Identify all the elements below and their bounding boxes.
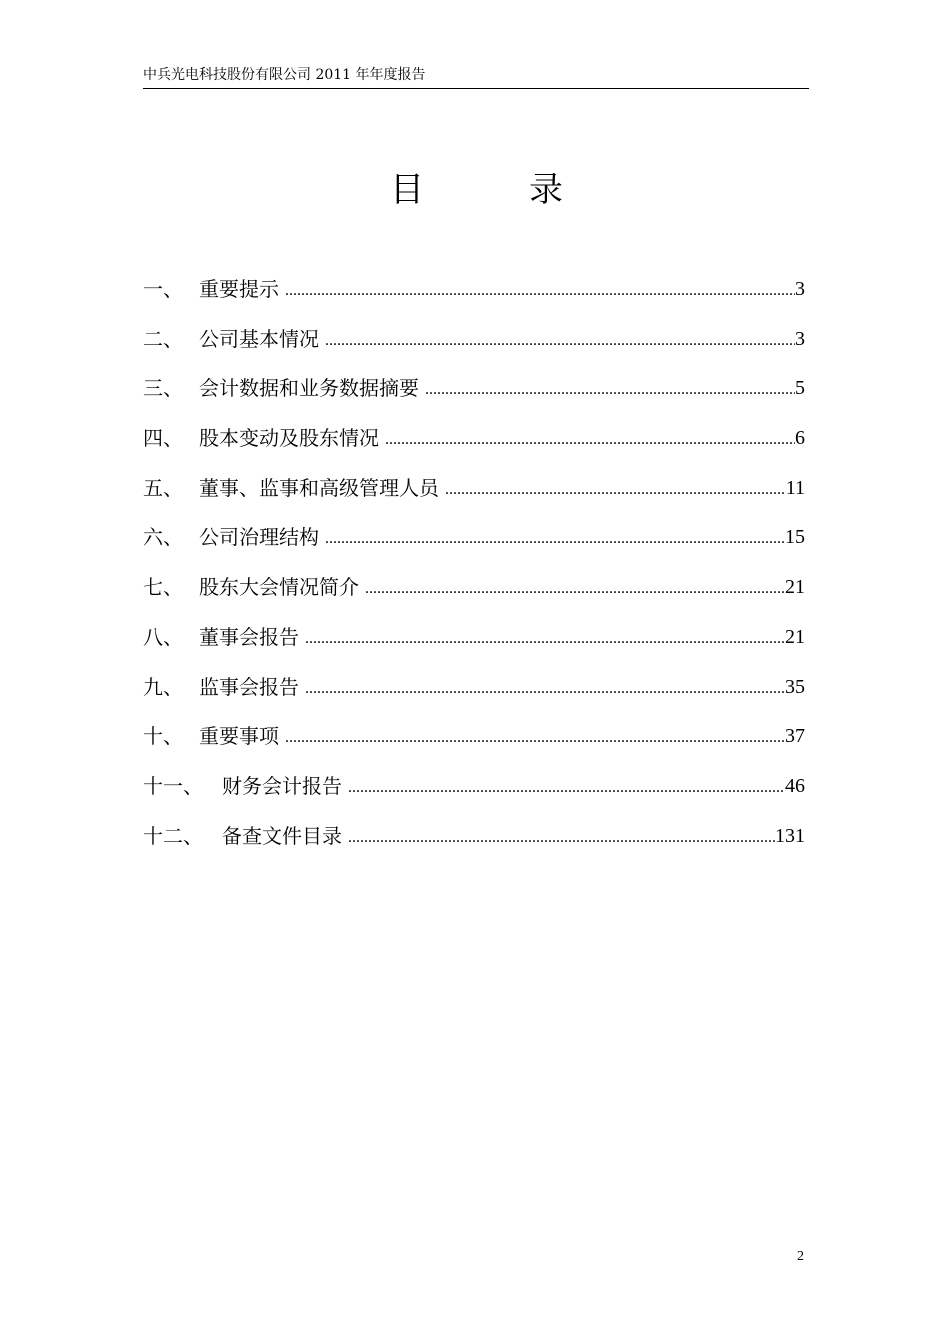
toc-entry-page: 6 — [795, 427, 805, 450]
toc-entry-number: 七、 — [143, 575, 183, 600]
toc-entry-number: 十二、 — [143, 823, 203, 848]
toc-entry[interactable] — [143, 622, 805, 672]
toc-entry-label: 会计数据和业务数据摘要 — [199, 376, 419, 401]
toc-entry[interactable] — [143, 324, 805, 374]
toc-entry-label: 监事会报告 — [199, 674, 299, 699]
toc-entry-number: 一、 — [143, 277, 183, 301]
toc-entry-number: 十、 — [143, 724, 183, 749]
toc-entry-page: 21 — [785, 576, 805, 599]
toc-dot-leader — [348, 771, 785, 801]
toc-entry-page: 11 — [785, 476, 805, 499]
toc-entry-label: 董事会报告 — [199, 624, 299, 649]
toc-dot-leader — [325, 522, 785, 552]
page-header — [143, 64, 809, 89]
toc-entry-label: 公司基本情况 — [199, 326, 319, 351]
toc-entry-label: 财务会计报告 — [222, 773, 342, 798]
toc-entry-label: 备查文件目录 — [222, 823, 342, 848]
toc-dot-leader — [305, 672, 785, 702]
toc-title-char-1: 目 — [390, 170, 424, 210]
toc-entry[interactable] — [143, 771, 805, 821]
toc-entry[interactable] — [143, 572, 805, 622]
toc-entry-label: 股本变动及股东情况 — [199, 426, 379, 451]
toc-entry-number: 八、 — [143, 624, 183, 649]
toc-entry-label: 重要事项 — [199, 724, 279, 749]
toc-entry-page: 37 — [785, 725, 805, 748]
toc-entry-page: 3 — [795, 327, 805, 350]
page-number: 2 — [797, 1249, 804, 1264]
toc-title-char-2: 录 — [529, 170, 563, 210]
header-title: 中兵光电科技股份有限公司 2011 年年度报告 — [143, 67, 426, 83]
toc-entry-page: 15 — [785, 526, 805, 549]
toc-entry[interactable] — [143, 473, 805, 523]
toc-dot-leader — [365, 572, 785, 602]
toc-entry[interactable] — [143, 423, 805, 473]
toc-dot-leader — [425, 373, 795, 403]
toc-entry[interactable] — [143, 522, 805, 572]
toc-dot-leader — [445, 473, 786, 503]
toc-entry[interactable] — [143, 672, 805, 722]
toc-entry-number: 二、 — [143, 326, 183, 351]
toc-dot-leader — [305, 622, 785, 652]
toc-entry-page: 5 — [795, 377, 805, 400]
toc-entry-number: 五、 — [143, 475, 183, 500]
table-of-contents — [143, 274, 805, 870]
toc-entry[interactable] — [143, 274, 805, 324]
toc-entry-label: 董事、监事和高级管理人员 — [199, 475, 439, 500]
toc-entry-number: 十一、 — [143, 773, 203, 798]
toc-dot-leader — [325, 324, 795, 354]
toc-entry[interactable] — [143, 821, 805, 871]
toc-dot-leader — [285, 721, 785, 751]
toc-entry-number: 九、 — [143, 674, 183, 699]
toc-entry-label: 重要提示 — [199, 277, 279, 301]
toc-dot-leader — [385, 423, 795, 453]
toc-entry-page: 3 — [795, 278, 805, 300]
toc-entry-page: 35 — [785, 675, 805, 698]
toc-dot-leader — [285, 274, 795, 304]
toc-entry-number: 四、 — [143, 426, 183, 451]
toc-entry[interactable] — [143, 373, 805, 423]
toc-entry-page: 131 — [775, 824, 805, 847]
toc-entry-number: 六、 — [143, 525, 183, 550]
toc-entry-label: 公司治理结构 — [199, 525, 319, 550]
toc-dot-leader — [348, 821, 775, 851]
toc-entry-number: 三、 — [143, 376, 183, 401]
toc-entry[interactable] — [143, 721, 805, 771]
toc-title — [0, 166, 950, 214]
toc-entry-label: 股东大会情况简介 — [199, 575, 359, 600]
toc-entry-page: 21 — [785, 625, 805, 648]
toc-entry-page: 46 — [785, 774, 805, 797]
